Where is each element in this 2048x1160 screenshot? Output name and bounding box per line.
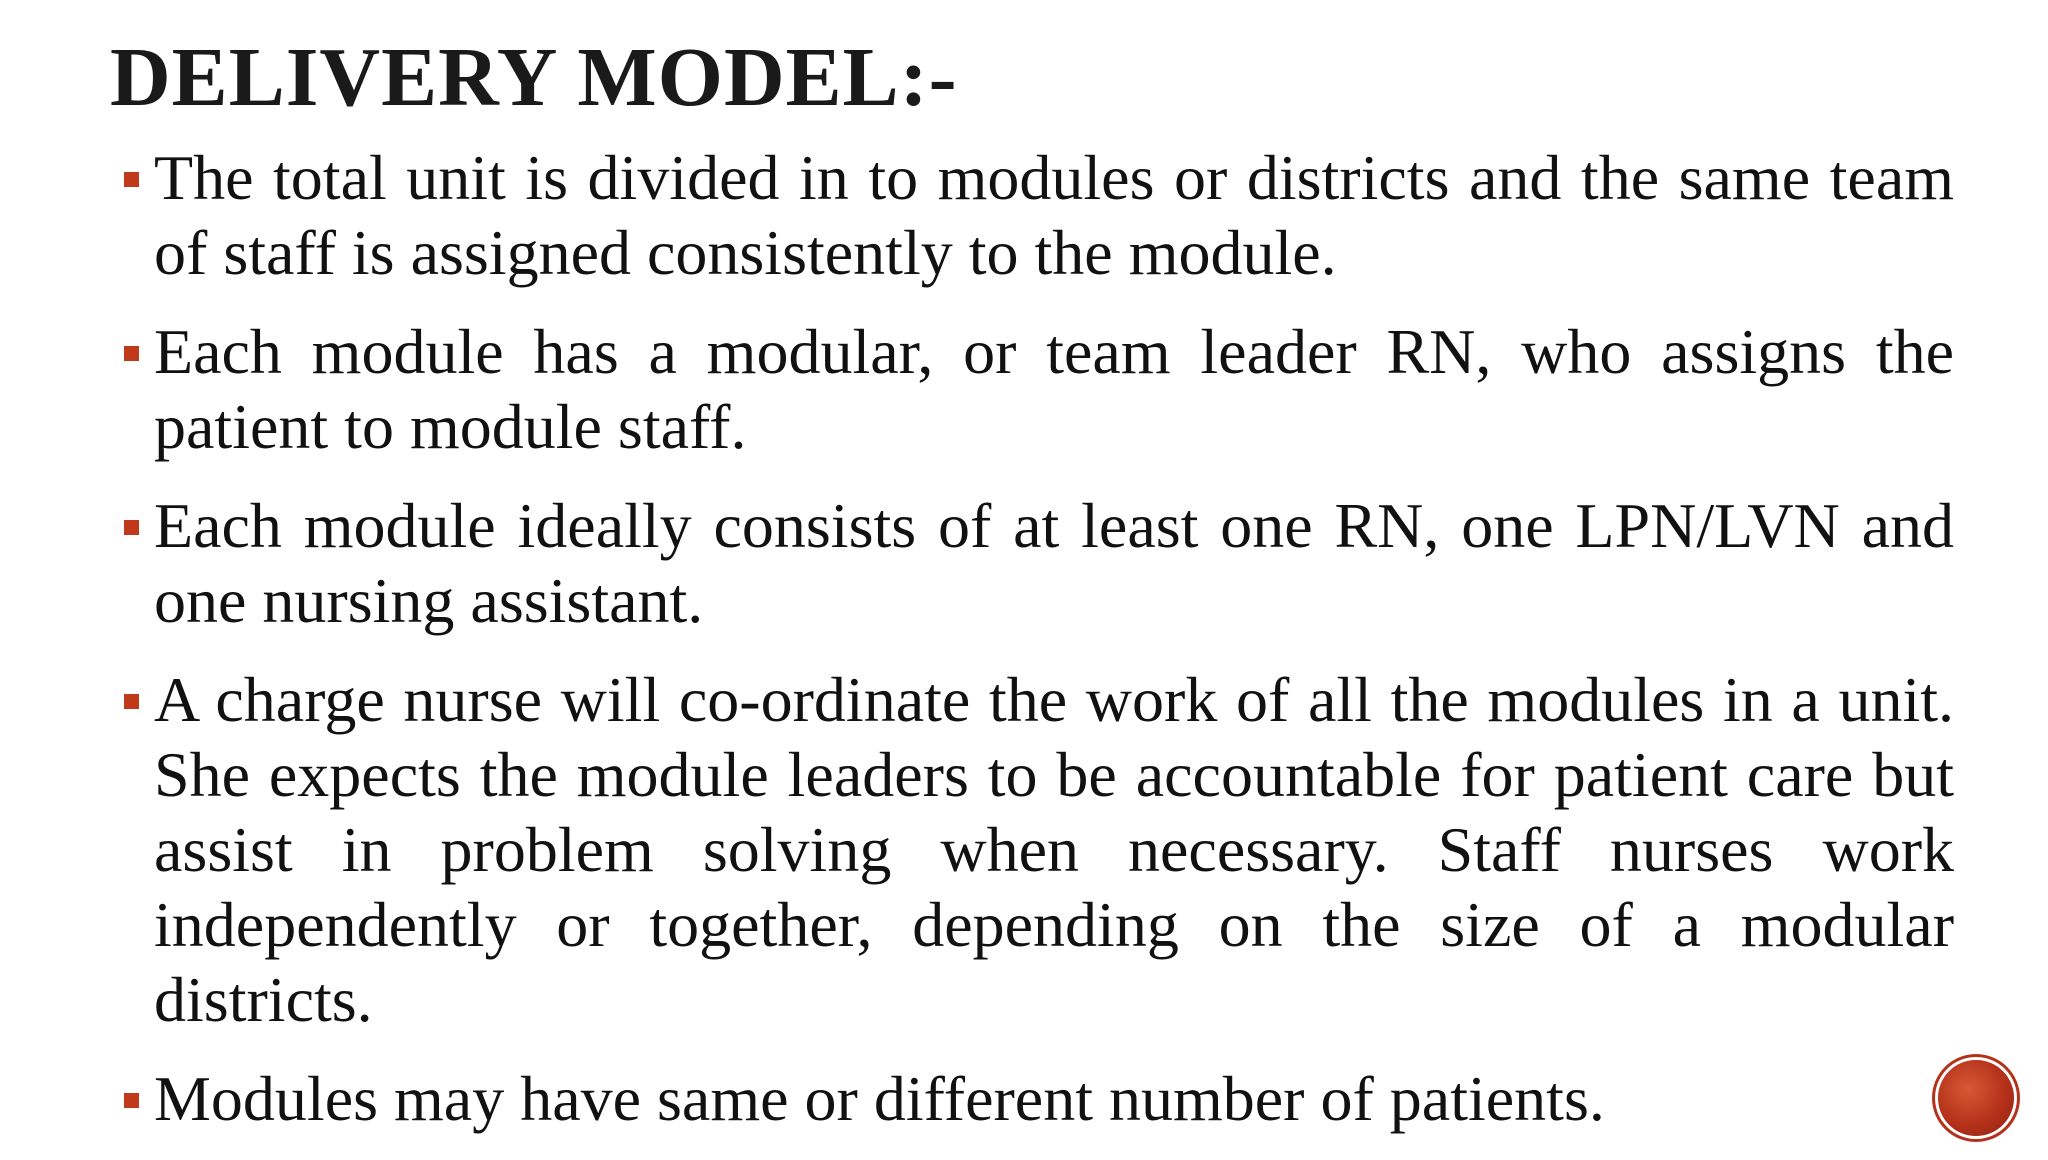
square-bullet-icon [124,520,139,535]
square-bullet-icon [124,346,139,361]
bullet-item [124,1061,1954,1136]
bullet-item [124,488,1954,638]
square-bullet-icon [124,172,139,187]
bullet-item [124,314,1954,464]
circle-badge-icon [1938,1060,2014,1136]
bullet-text: The total unit is divided in to modules or districts and the same team of staff is assigned consistently to the module. [154,142,1954,288]
bullet-text: A charge nurse will co-ordinate the work of all the modules in a unit. She expects the module leaders to be accountable for patient care but assist in problem solving when necessary. Staff nurses work independently or together, depending on the size of a modular districts. [154,664,1954,1035]
bullet-item [124,140,1954,290]
slide-title: DELIVERY MODEL:- [110,31,958,124]
square-bullet-icon [124,694,139,709]
bullet-text: Modules may have same or different number of patients. [154,1063,1605,1134]
bullet-text: Each module ideally consists of at least one RN, one LPN/LVN and one nursing assistant. [154,490,1954,636]
bullet-list [124,140,1954,1160]
square-bullet-icon [124,1093,139,1108]
bullet-item [124,662,1954,1037]
bullet-text: Each module has a modular, or team leader RN, who assigns the patient to module staff. [154,316,1954,462]
